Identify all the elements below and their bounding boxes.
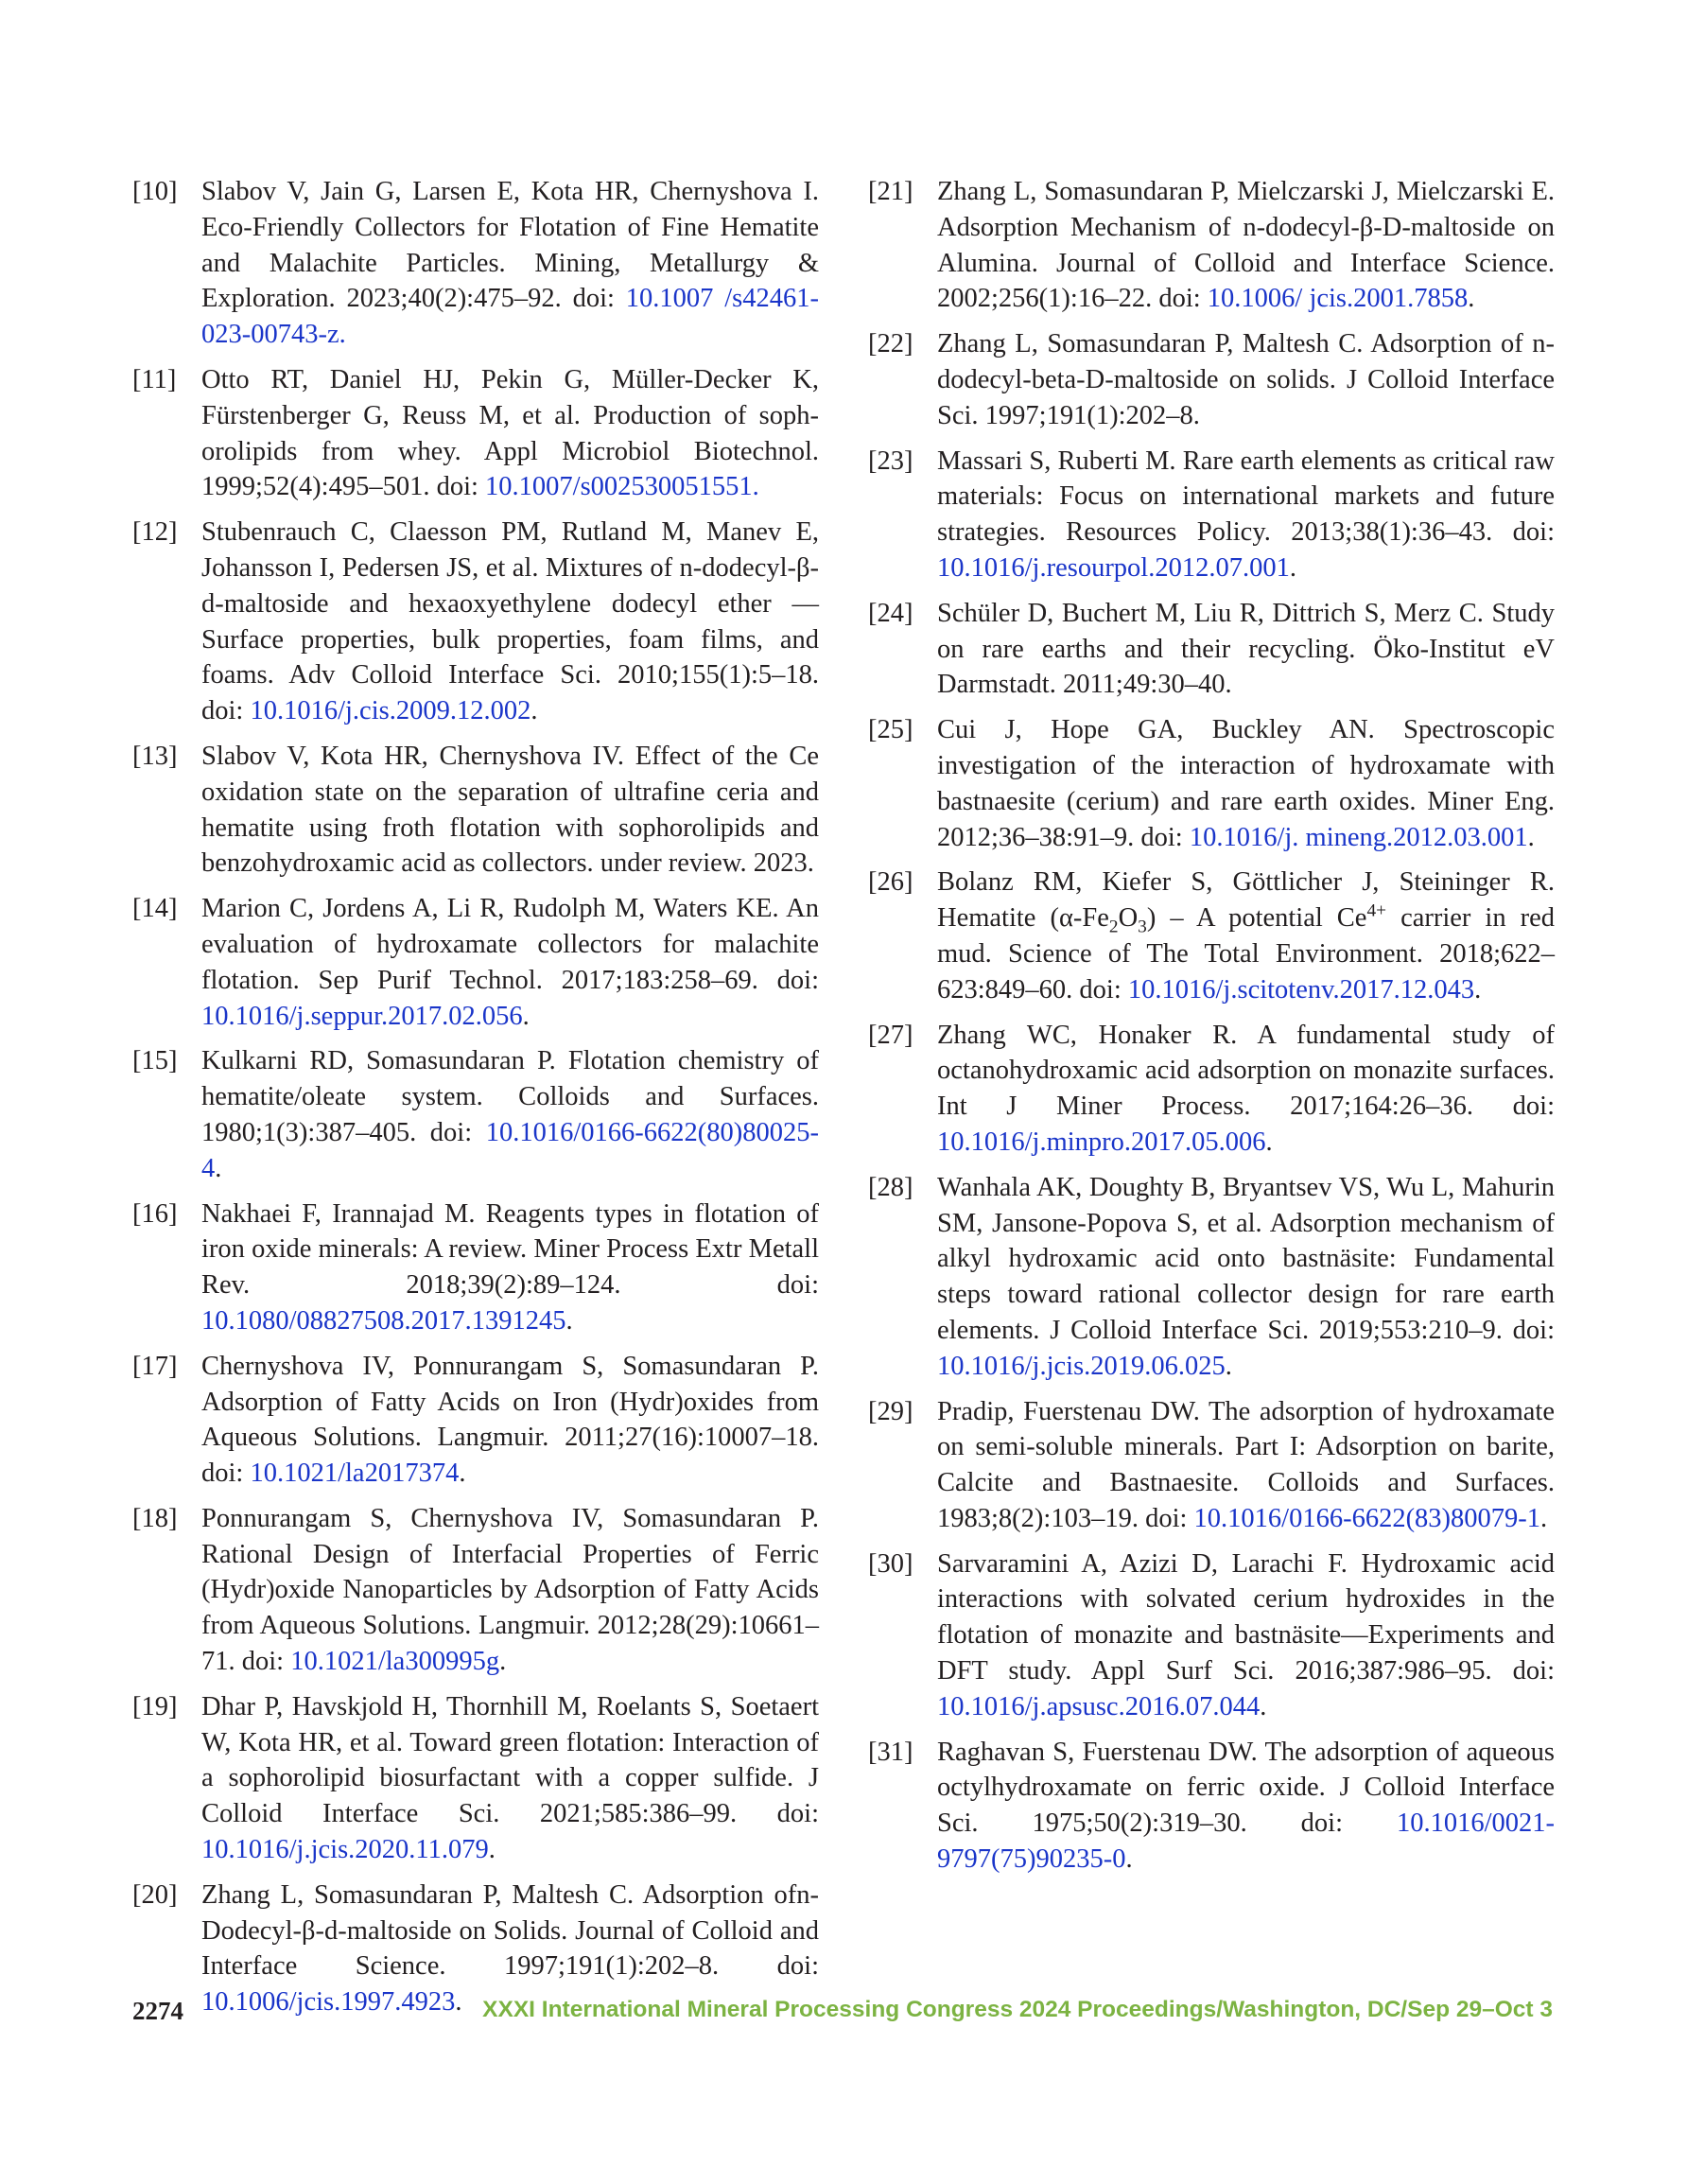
reference-text: Pradip, Fuerstenau DW. The adsorption of hydroxamate on semi-soluble minerals. Part I: Adsorption on barite, Calcite and Bastnaesite. Colloids and Surfaces. 1983;8(2):103–19. doi: [937, 1396, 1555, 1533]
doi-link[interactable]: 10.1016/j.apsusc.2016.07.044 [937, 1691, 1261, 1721]
reference-tail: . [488, 1835, 496, 1865]
reference-number: [18] [132, 1503, 178, 1533]
reference-text: Kulkarni RD, Somasundaran P. Flotation chemistry of hematite/oleate system. Colloids and Surfaces. 1980;1(3):387–405. doi: [201, 1046, 819, 1147]
doi-link[interactable]: 10.1007/s002530051551. [485, 472, 759, 502]
doi-link[interactable]: 10.1021/la300995g [290, 1647, 500, 1677]
references-right-column [868, 174, 1555, 1887]
reference-item [132, 1689, 819, 1868]
subscript: 2 [1108, 917, 1119, 937]
doi-link[interactable]: 10.1016/j.jcis.2019.06.025 [937, 1351, 1226, 1381]
reference-text: Otto RT, Daniel HJ, Pekin G, Müller-Decker K, Fürstenberger G, Reuss M, et al. Production of sophorolipids from whey. Appl Microbiol Biotechnol. 1999;52(4):495–501. doi: [201, 364, 819, 502]
reference-tail: . [530, 696, 538, 726]
doi-link[interactable]: 10.1016/j.jcis.2020.11.079 [201, 1835, 489, 1865]
reference-number: [29] [868, 1396, 913, 1426]
reference-text: Wanhala AK, Doughty B, Bryantsev VS, Wu L, Mahurin SM, Jansone-Popova S, et al. Adsorption mechanism of alkyl hydroxamic acid onto bastnäsite: Fundamental steps toward rational collector design for rare earth elements. J Colloid Interface Sci. 2019;553:210–9. doi: [937, 1172, 1555, 1345]
reference-text: Zhang L, Somasundaran P, Mielczarski J, Mielczarski E. Adsorption Mechanism of n-dodecyl-β-D-maltoside on Alumina. Journal of Colloid and Interface Science. 2002;256(1):16–22. doi: [937, 177, 1555, 314]
doi-link[interactable]: 10.1016/0166-6622(83)80079-1 [1193, 1503, 1541, 1533]
doi-link[interactable]: 10.1080/08827508.2017.1391245 [201, 1305, 566, 1336]
reference-tail: . [1468, 284, 1475, 314]
reference-item [132, 515, 819, 729]
reference-item [868, 1394, 1555, 1537]
doi-link[interactable]: 10.1016/0021-9797(75)90235-0 [937, 1808, 1555, 1875]
reference-text: Zhang L, Somasundaran P, Maltesh C. Adsorption ofn-Dodecyl-β-d-maltoside on Solids. Journal of Colloid and Interface Science. 1997;191(1):202–8. doi: [201, 1879, 819, 1982]
reference-item [868, 1735, 1555, 1878]
reference-text: Zhang L, Somasundaran P, Maltesh C. Adsorption of n-dodecyl-beta-D-maltoside on solids. J Colloid Interface Sci. 1997;191(1):202–8. [937, 329, 1555, 430]
reference-text: Marion C, Jordens A, Li R, Rudolph M, Waters KE. An evaluation of hydroxamate collectors for malachite flotation. Sep Purif Technol. 2017;183:258–69. doi: [201, 894, 819, 995]
reference-number: [27] [868, 1020, 913, 1050]
reference-item [868, 1546, 1555, 1725]
reference-tail: . [215, 1153, 222, 1183]
reference-number: [22] [868, 329, 913, 359]
doi-link[interactable]: 10.1016/0166-6622(80)80025-4 [201, 1117, 819, 1183]
doi-link[interactable]: 10.1016/j.seppur.2017.02.056 [201, 1001, 523, 1031]
reference-tail: . [565, 1305, 573, 1336]
reference-item [132, 739, 819, 882]
reference-item [868, 174, 1555, 317]
reference-tail: . [1474, 974, 1482, 1005]
reference-number: [23] [868, 446, 913, 476]
reference-text: Zhang WC, Honaker R. A fundamental study of octanohydroxamic acid adsorption on monazite surfaces. Int J Miner Process. 2017;164:26–36. doi: [937, 1020, 1555, 1122]
reference-tail: . [459, 1459, 466, 1489]
reference-item [868, 596, 1555, 703]
reference-item [132, 174, 819, 353]
reference-text: Cui J, Hope GA, Buckley AN. Spectroscopic investigation of the interaction of hydroxamate with bastnaesite (cerium) and rare earth oxides. Miner Eng. 2012;36–38:91–9. doi: [937, 715, 1555, 852]
superscript: 4+ [1366, 900, 1387, 921]
reference-item [868, 865, 1555, 1007]
page-number: 2274 [132, 1997, 183, 2025]
doi-link[interactable]: 10.1006/jcis.1997.4923 [201, 1987, 456, 2018]
reference-text: Ponnurangam S, Chernyshova IV, Somasundaran P. Rational Design of Interfacial Properties of Ferric (Hydr)oxide Nanoparticles by Adsorption of Fatty Acids from Aqueous Solutions. Langmuir. 2012;28(29):10661–71. doi: [201, 1503, 819, 1677]
footer-congress-title: XXXI International Mineral Processing Congress 2024 Proceedings/Washington, DC/Sep 29–Oct 3 [482, 1997, 1553, 2022]
reference-tail: . [1260, 1691, 1267, 1721]
reference-text: Dhar P, Havskjold H, Thornhill M, Roelants S, Soetaert W, Kota HR, et al. Toward green flotation: Interaction of a sophorolipid biosurfactant with a copper sulfide. J Colloid Interface Sci. 2021;585:386–99. doi: [201, 1691, 819, 1829]
reference-tail: . [1125, 1844, 1133, 1875]
reference-item [132, 362, 819, 505]
reference-number: [14] [132, 894, 178, 924]
reference-text: Raghavan S, Fuerstenau DW. The adsorption of aqueous octylhydroxamate on ferric oxide. J Colloid Interface Sci. 1975;50(2):319–30. doi: [937, 1737, 1555, 1839]
reference-item [868, 1170, 1555, 1385]
reference-tail: . [522, 1001, 530, 1031]
reference-item [132, 891, 819, 1034]
reference-text: Stubenrauch C, Claesson PM, Rutland M, Manev E, Johansson I, Pedersen JS, et al. Mixtures of n-dodecyl-β-d-maltoside and hexaoxyethylene dodecyl ether — Surface properties, bulk properties, foam films, and foams. Adv Colloid Interface Sci. 2010;155(1):5–18. doi: [201, 517, 819, 726]
reference-item [868, 444, 1555, 586]
reference-number: [16] [132, 1198, 178, 1229]
reference-tail: . [455, 1987, 462, 2018]
reference-text: Sarvaramini A, Azizi D, Larachi F. Hydroxamic acid interactions with solvated cerium hydroxides in the flotation of monazite and bastnäsite—Experiments and DFT study. Appl Surf Sci. 2016;387:986–95. doi: [937, 1548, 1555, 1686]
reference-number: [11] [132, 364, 177, 394]
reference-number: [10] [132, 177, 178, 206]
reference-text: Massari S, Ruberti M. Rare earth elements as critical raw materials: Focus on international markets and future strategies. Resources Policy. 2013;38(1):36–43. doi: [937, 446, 1555, 548]
reference-number: [17] [132, 1351, 178, 1381]
reference-tail: . [499, 1647, 507, 1677]
reference-number: [13] [132, 741, 178, 771]
reference-tail: . [1265, 1127, 1273, 1157]
reference-item [868, 326, 1555, 433]
reference-item [132, 1349, 819, 1492]
reference-tail: . [1527, 822, 1535, 852]
reference-number: [24] [868, 598, 913, 628]
doi-link[interactable]: 10.1016/j.scitotenv.2017.12.043 [1127, 974, 1475, 1005]
references-left-column [132, 174, 819, 2030]
reference-number: [20] [132, 1879, 178, 1910]
subscript: 3 [1138, 917, 1147, 937]
reference-item [132, 1043, 819, 1186]
reference-text: Schüler D, Buchert M, Liu R, Dittrich S, Merz C. Study on rare earths and their recycling. Öko-Institut eV Darmstadt. 2011;49:30–40. [937, 598, 1555, 700]
page-footer [0, 1997, 1687, 2035]
reference-tail: . [1225, 1351, 1232, 1381]
doi-link[interactable]: 10.1016/j.resourpol.2012.07.001 [937, 552, 1290, 583]
reference-number: [19] [132, 1691, 178, 1721]
doi-link[interactable]: 10.1016/j.cis.2009.12.002 [250, 696, 531, 726]
reference-number: [26] [868, 867, 913, 898]
reference-item [868, 712, 1555, 855]
reference-text: Chernyshova IV, Ponnurangam S, Somasundaran P. Adsorption of Fatty Acids on Iron (Hydr)oxides from Aqueous Solutions. Langmuir. 2011;27(16):10007–18. doi: [201, 1351, 819, 1489]
reference-number: [25] [868, 715, 913, 745]
reference-text: Slabov V, Kota HR, Chernyshova IV. Effect of the Ce oxidation state on the separation of ultrafine ceria and hematite using froth flotation with sophorolipids and benzohydroxamic acid as collectors. under review. 2023. [201, 741, 819, 879]
reference-number: [15] [132, 1046, 178, 1076]
reference-number: [21] [868, 177, 913, 206]
reference-text: carrier in red mud. Science of The Total Environment. 2018;622–623:849–60. doi: [937, 903, 1556, 1005]
reference-tail: . [1540, 1503, 1548, 1533]
reference-text: Nakhaei F, Irannajad M. Reagents types in flotation of iron oxide minerals: A review. Miner Process Extr Metall Rev. 2018;39(2):89–124. doi: [201, 1198, 819, 1301]
doi-link[interactable]: 10.1016/j. mineng.2012.03.001 [1189, 822, 1528, 852]
reference-number: [12] [132, 517, 178, 548]
reference-item [132, 1197, 819, 1339]
doi-link[interactable]: 10.1021/la2017374 [250, 1459, 460, 1489]
reference-item [868, 1018, 1555, 1161]
reference-number: [28] [868, 1172, 913, 1202]
reference-item [132, 1501, 819, 1680]
reference-tail: . [1289, 552, 1296, 583]
doi-link[interactable]: 10.1006/ jcis.2001.7858 [1207, 284, 1469, 314]
doi-link[interactable]: 10.1016/j.minpro.2017.05.006 [937, 1127, 1266, 1157]
reference-text: ) – A potential Ce [1146, 903, 1367, 934]
reference-number: [30] [868, 1548, 913, 1579]
doi-link[interactable]: 10.1007 /s42461-023-00743-z. [201, 284, 819, 350]
reference-text: Slabov V, Jain G, Larsen E, Kota HR, Chernyshova I. Eco-Friendly Collectors for Flotation of Fine Hematite and Malachite Particles. Mining, Metallurgy & Exploration. 2023;40(2):475–92. doi: [201, 177, 819, 314]
reference-text: O [1118, 903, 1139, 934]
reference-number: [31] [868, 1737, 913, 1767]
reference-text: Bolanz RM, Kiefer S, Göttlicher J, Steininger R. Hematite (α-Fe [937, 867, 1555, 934]
